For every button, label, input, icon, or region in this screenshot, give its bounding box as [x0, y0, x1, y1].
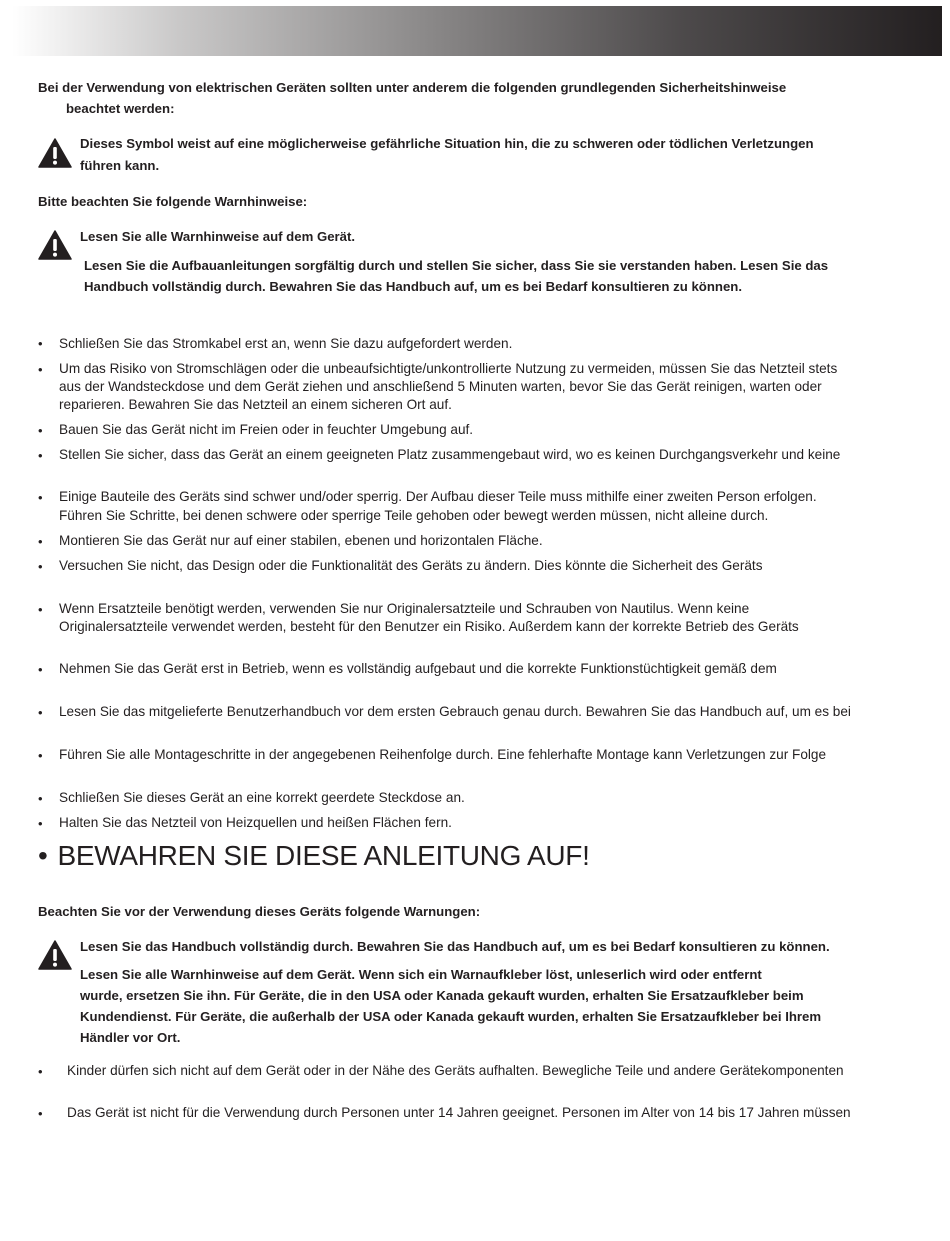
bullet-dot: • [38, 662, 43, 677]
bullet-dot: • [38, 705, 43, 720]
list-item: Stellen Sie sicher, dass das Gerät an einem geeigneten Platz zusammengebaut wird, wo es keinen Durchgangsverkehr und keine [59, 447, 841, 462]
warning-2-line-2: Lesen Sie alle Warnhinweise auf dem Gerät. Wenn sich ein Warnaufkleber löst, unleserlich wird oder entfernt [80, 967, 762, 982]
keep-instructions-text: BEWAHREN SIE DIESE ANLEITUNG AUF! [57, 840, 590, 871]
list-item: Nehmen Sie das Gerät erst in Betrieb, wenn es vollständig aufgebaut und die korrekte Funktionstüchtigkeit gemäß dem [59, 661, 777, 676]
warning-2-line-1: Lesen Sie das Handbuch vollständig durch. Bewahren Sie das Handbuch auf, um es bei Bedarf konsultieren zu können. [80, 939, 830, 954]
warning-1-line-2: Lesen Sie die Aufbauanleitungen sorgfältig durch und stellen Sie sicher, dass Sie sie verstanden haben. Lesen Sie das [84, 258, 829, 273]
bullet-dot: • [38, 534, 43, 549]
bullet-dot: • [38, 362, 43, 377]
warnings-heading: Bitte beachten Sie folgende Warnhinweise: [38, 194, 308, 209]
warning-1-line-3: Handbuch vollständig durch. Bewahren Sie das Handbuch auf, um es bei Bedarf konsultieren zu können. [84, 279, 743, 294]
warning-triangle-icon [38, 230, 72, 260]
bullet-dot: • [38, 748, 43, 763]
bullet-dot: • [38, 336, 43, 351]
list-item: Einige Bauteile des Geräts sind schwer und/oder sperrig. Der Aufbau dieser Teile muss mithilfe einer zweiten Person erfolgen. [59, 489, 817, 504]
bullet-dot: • [38, 490, 43, 505]
bullet-dot: • [38, 816, 43, 831]
bullet-dot: • [38, 1064, 43, 1079]
bullet-dot: • [38, 791, 43, 806]
list-item-continuation: aus der Wandsteckdose und dem Gerät ziehen und anschließend 5 Minuten warten, bevor Sie das Gerät reinigen, warten oder [59, 379, 822, 394]
header-gradient-bar [12, 6, 942, 56]
list-item: Wenn Ersatzteile benötigt werden, verwenden Sie nur Originalersatzteile und Schrauben von Nautilus. Wenn keine [59, 601, 750, 616]
bullet-dot: • [38, 1106, 43, 1121]
warning-2-line-3: wurde, ersetzen Sie ihn. Für Geräte, die in den USA oder Kanada gekauft wurden, erhalten Sie Ersatzaufkleber beim [80, 988, 804, 1003]
warning-2-line-4: Kundendienst. Für Geräte, die außerhalb der USA oder Kanada gekauft wurden, erhalten Sie Ersatzaufkleber bei Ihrem [80, 1009, 822, 1024]
symbol-note-line-2: führen kann. [80, 158, 160, 173]
symbol-note-line-1: Dieses Symbol weist auf eine möglicherweise gefährliche Situation hin, die zu schweren oder tödlichen Verletzungen [80, 136, 814, 151]
list-item-continuation: Originalersatzteile verwendet werden, besteht für den Benutzer ein Risiko. Außerdem kann der korrekte Betrieb des Geräts [59, 619, 799, 634]
list-item: Lesen Sie das mitgelieferte Benutzerhandbuch vor dem ersten Gebrauch genau durch. Bewahren Sie das Handbuch auf, um es bei [59, 704, 851, 719]
bullet-dot: • [38, 423, 43, 438]
list-item: Schließen Sie dieses Gerät an eine korrekt geerdete Steckdose an. [59, 790, 465, 805]
list-item: Führen Sie alle Montageschritte in der angegebenen Reihenfolge durch. Eine fehlerhafte Montage kann Verletzungen zur Folge [59, 747, 827, 762]
list-item-continuation: reparieren. Bewahren Sie das Netzteil an einem sicheren Ort auf. [59, 397, 452, 412]
intro-line-2: beachtet werden: [66, 101, 175, 116]
list-item: Um das Risiko von Stromschlägen oder die unbeaufsichtigte/unkontrollierte Nutzung zu vermeiden, müssen Sie das Netzteil stets [59, 361, 838, 376]
list-item-continuation: Führen Sie Schritte, bei denen schwere oder sperrige Teile gehoben oder bewegt werden müssen, nicht alleine durch. [59, 508, 769, 523]
list-item: Kinder dürfen sich nicht auf dem Gerät oder in der Nähe des Geräts aufhalten. Bewegliche Teile und andere Gerätekomponenten [67, 1063, 844, 1078]
list-item: Halten Sie das Netzteil von Heizquellen und heißen Flächen fern. [59, 815, 452, 830]
bullet-dot: • [38, 840, 48, 871]
intro-line-1: Bei der Verwendung von elektrischen Geräten sollten unter anderem die folgenden grundlegenden Sicherheitshinweise [38, 80, 787, 95]
list-item: Versuchen Sie nicht, das Design oder die Funktionalität des Geräts zu ändern. Dies könnte die Sicherheit des Geräts [59, 558, 763, 573]
bullet-dot: • [38, 448, 43, 463]
bullet-dot: • [38, 602, 43, 617]
warning-2-line-5: Händler vor Ort. [80, 1030, 181, 1045]
bullet-dot: • [38, 559, 43, 574]
keep-instructions-heading [38, 838, 590, 874]
list-item: Bauen Sie das Gerät nicht im Freien oder in feuchter Umgebung auf. [59, 422, 474, 437]
warning-triangle-icon [38, 940, 72, 970]
before-use-heading: Beachten Sie vor der Verwendung dieses Geräts folgende Warnungen: [38, 904, 481, 919]
warning-triangle-icon [38, 138, 72, 168]
list-item: Montieren Sie das Gerät nur auf einer stabilen, ebenen und horizontalen Fläche. [59, 533, 543, 548]
list-item: Das Gerät ist nicht für die Verwendung durch Personen unter 14 Jahren geeignet. Personen im Alter von 14 bis 17 Jahren müssen [67, 1105, 851, 1120]
warning-1-line-1: Lesen Sie alle Warnhinweise auf dem Gerät. [80, 229, 356, 244]
list-item: Schließen Sie das Stromkabel erst an, wenn Sie dazu aufgefordert werden. [59, 336, 513, 351]
